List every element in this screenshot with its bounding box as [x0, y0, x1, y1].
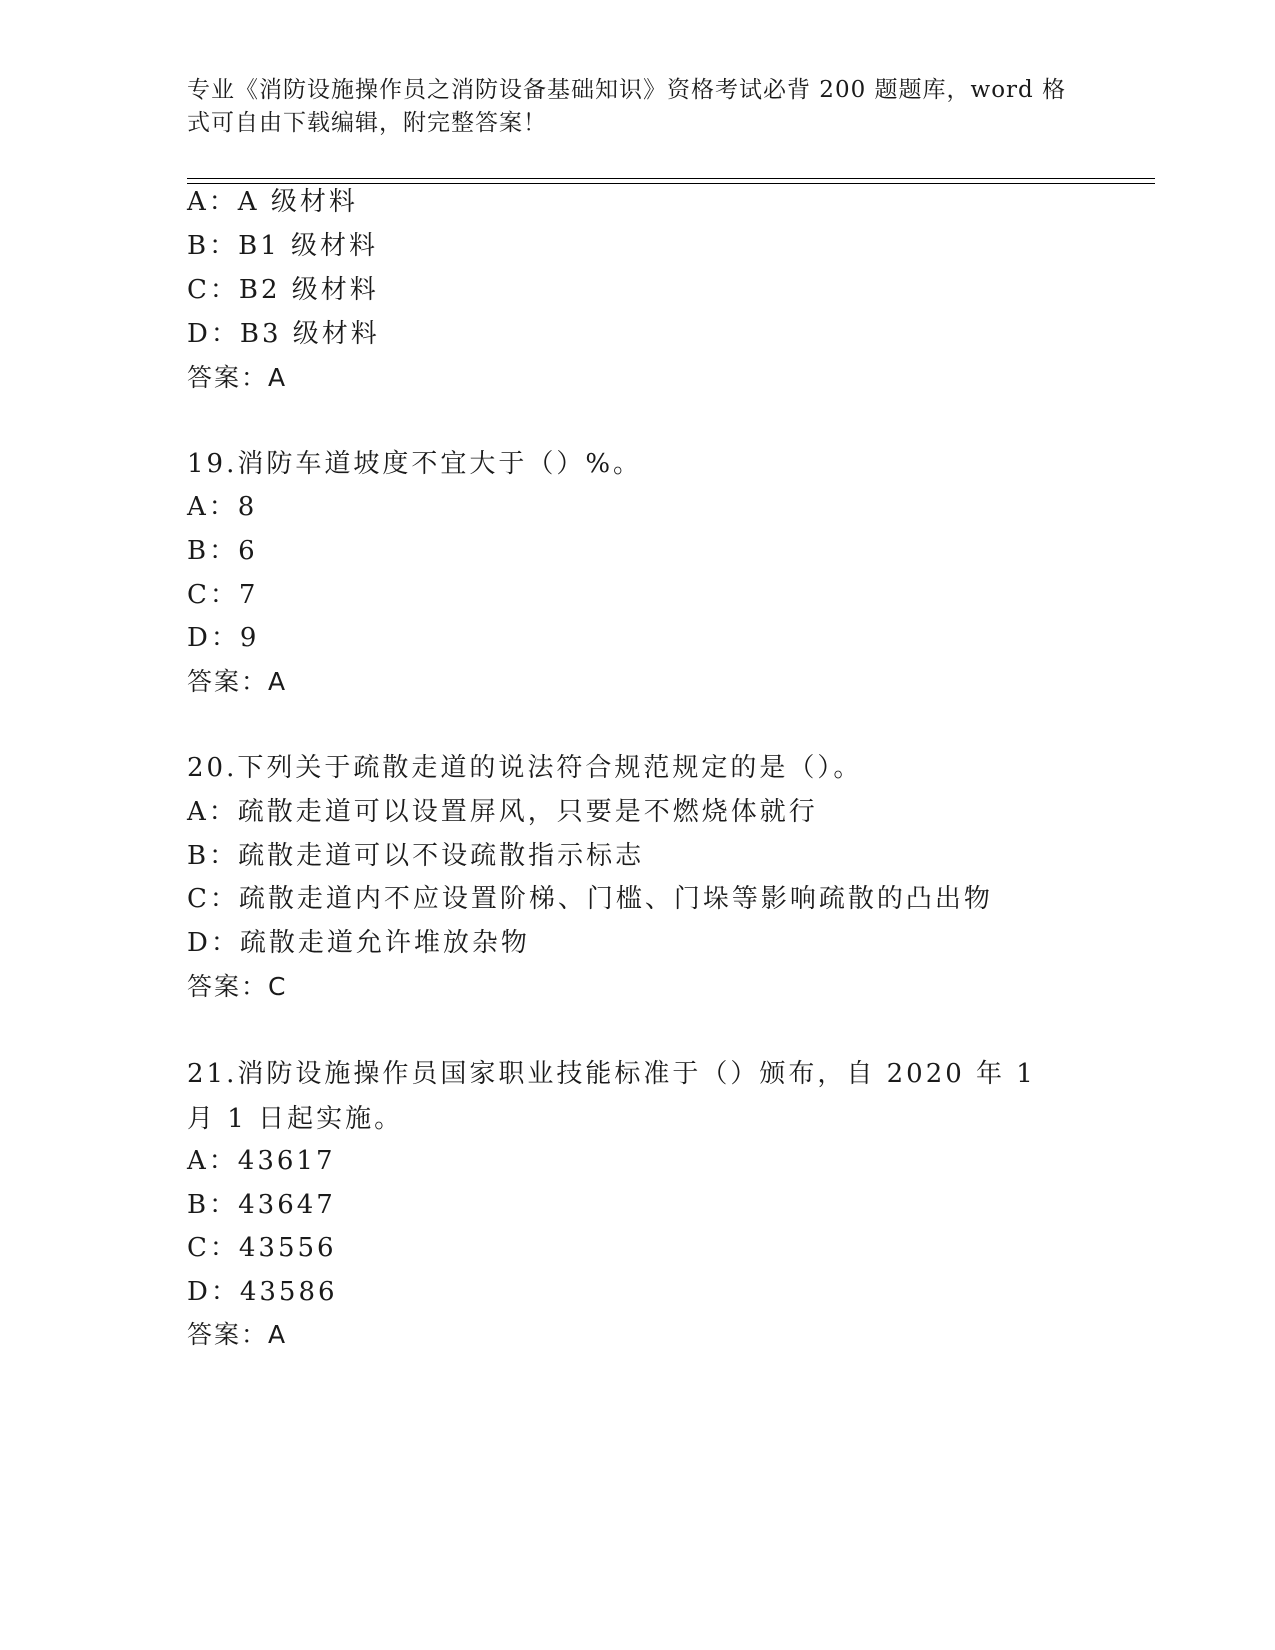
q18-option-a: A：A 级材料 — [187, 187, 358, 217]
q18-option-c: C：B2 级材料 — [187, 275, 379, 305]
header-divider-bottom — [187, 183, 1155, 184]
q20-option-d: D：疏散走道允许堆放杂物 — [187, 928, 530, 958]
q21-stem: 21.消防设施操作员国家职业技能标准于（）颁布，自 2020 年 1 月 1 日起实施。 — [187, 1059, 1036, 1134]
q19-option-c: C：7 — [187, 580, 259, 610]
q21-option-d: D：43586 — [187, 1277, 338, 1307]
document-intro: 专业《消防设施操作员之消防设备基础知识》资格考试必背 200 题题库，word 格式可自由下载编辑，附完整答案！ — [187, 77, 1067, 136]
q19-option-a: A：8 — [187, 492, 258, 522]
q20-option-a: A：疏散走道可以设置屏风，只要是不燃烧体就行 — [187, 797, 818, 827]
q21-answer: 答案：A — [187, 1320, 288, 1349]
q19-option-b: B：6 — [187, 536, 258, 566]
q18-option-b: B：B1 级材料 — [187, 231, 379, 261]
q20-stem: 20.下列关于疏散走道的说法符合规范规定的是（）。 — [187, 753, 863, 783]
q18-answer: 答案：A — [187, 363, 288, 392]
q21-option-c: C：43556 — [187, 1233, 337, 1263]
q19-option-d: D：9 — [187, 623, 260, 653]
q19-stem: 19.消防车道坡度不宜大于（）%。 — [187, 449, 643, 479]
q20-option-c: C：疏散走道内不应设置阶梯、门槛、门垛等影响疏散的凸出物 — [187, 884, 993, 914]
q21-option-a: A：43617 — [187, 1146, 336, 1176]
q19-answer: 答案：A — [187, 667, 288, 696]
q20-answer: 答案：C — [187, 972, 288, 1001]
q18-option-d: D：B3 级材料 — [187, 319, 380, 349]
header-divider-top — [187, 178, 1155, 179]
q20-option-b: B：疏散走道可以不设疏散指示标志 — [187, 841, 645, 871]
q21-option-b: B：43647 — [187, 1190, 336, 1220]
